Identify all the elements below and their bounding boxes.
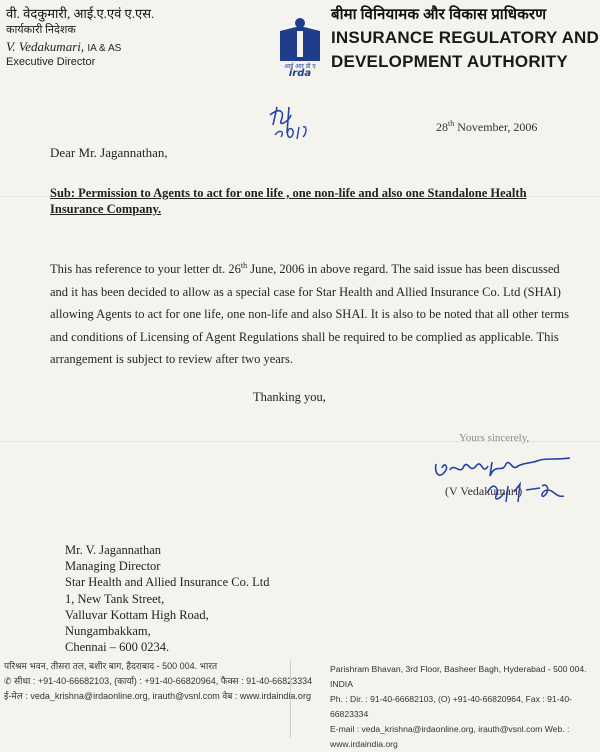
- letter-body: [50, 255, 570, 371]
- date-day: 28: [436, 120, 448, 134]
- salutation: Dear Mr. Jagannathan,: [50, 145, 168, 160]
- footer-hindi-address: परिश्रम भवन, तीसरा तल, बशीर बाग, हैदराबाद - 500 004. भारत: [4, 661, 218, 671]
- signatory-name: (V Vedakumari): [445, 484, 523, 498]
- footer-english: [330, 662, 600, 752]
- recipient-line: 1, New Tank Street,: [65, 591, 165, 606]
- handwritten-initials: [255, 97, 330, 142]
- yours-sincerely: Yours sincerely,: [459, 432, 530, 444]
- recipient-line: Nungambakkam,: [65, 624, 151, 639]
- logo-text: irda: [288, 68, 312, 77]
- header-title: Executive Director: [6, 56, 96, 68]
- header-hindi-name: वी. वेदकुमारी, आई.ए.एवं ए.एस.: [6, 6, 155, 21]
- footer-hindi-email: ई-मेल : veda_krishna@irdaonline.org, irauth@vsnl.com वेब : www.irdaindia.org: [4, 691, 311, 701]
- recipient-line: Valluvar Kottam High Road,: [65, 607, 209, 622]
- header-name-text: V. Vedakumari,: [6, 39, 85, 54]
- logo-tagline: आई आर डी ए: [284, 63, 316, 70]
- footer-address: Parishram Bhavan, 3rd Floor, Basheer Bagh, Hyderabad - 500 004. INDIA: [330, 664, 587, 689]
- recipient-line: Managing Director: [65, 559, 161, 574]
- header-org-hindi: बीमा विनियामक और विकास प्राधिकरण: [331, 7, 547, 23]
- body-sup: th: [240, 261, 248, 270]
- signature: [430, 452, 590, 507]
- footer-hindi: [4, 659, 312, 704]
- date-rest: November, 2006: [454, 120, 538, 134]
- recipient-address: [65, 542, 269, 655]
- footer-phone: Ph. : Dir. : 91-40-66682103, (O) +91-40-66820964, Fax : 91-40-66823334: [330, 694, 572, 719]
- subject-line: Sub: Permission to Agents to act for one life , one non-life and also one Standalone Health Insurance Company.: [50, 186, 527, 216]
- footer-divider: [290, 660, 291, 738]
- footer-email: E-mail : veda_krishna@irdaonline.org, irauth@vsnl.com Web. : www.irdaindia.org: [330, 724, 570, 749]
- header-org-name-line1: INSURANCE REGULATORY AND: [331, 28, 600, 47]
- header-name: [6, 39, 121, 55]
- body-text-1: This has reference to your letter dt. 26: [50, 262, 241, 277]
- irda-logo: [276, 17, 324, 77]
- date-suffix: th: [448, 119, 455, 128]
- closing: Thanking you,: [253, 390, 326, 404]
- body-text-2: June, 2006 in above regard. The said issue has been discussed and it has been decided to allow as a special case for Star Health and Allied Insurance Co. Ltd (SHAI) allowing Agents to act for one life, one non-life and also SHAI. It is also to be noted that all other terms and conditions of Licensing of Agent Regulations shall be required to be complied as applicable. This arrangement is subject to review after two years.: [50, 262, 569, 367]
- footer-hindi-phone: ✆ सीधा : +91-40-66682103, (कार्या) : +91-40-66820964, फैक्स : 91-40-66823334: [4, 676, 313, 686]
- header-qualification: IA & AS: [87, 43, 122, 54]
- recipient-line: Chennai – 600 0234.: [65, 640, 170, 655]
- recipient-line: Mr. V. Jagannathan: [65, 543, 162, 557]
- recipient-line: Star Health and Allied Insurance Co. Ltd: [65, 575, 270, 590]
- letter-date: [436, 119, 537, 135]
- header-org-name-line2: DEVELOPMENT AUTHORITY: [331, 52, 568, 71]
- header-hindi-title: कार्यकारी निदेशक: [6, 24, 76, 36]
